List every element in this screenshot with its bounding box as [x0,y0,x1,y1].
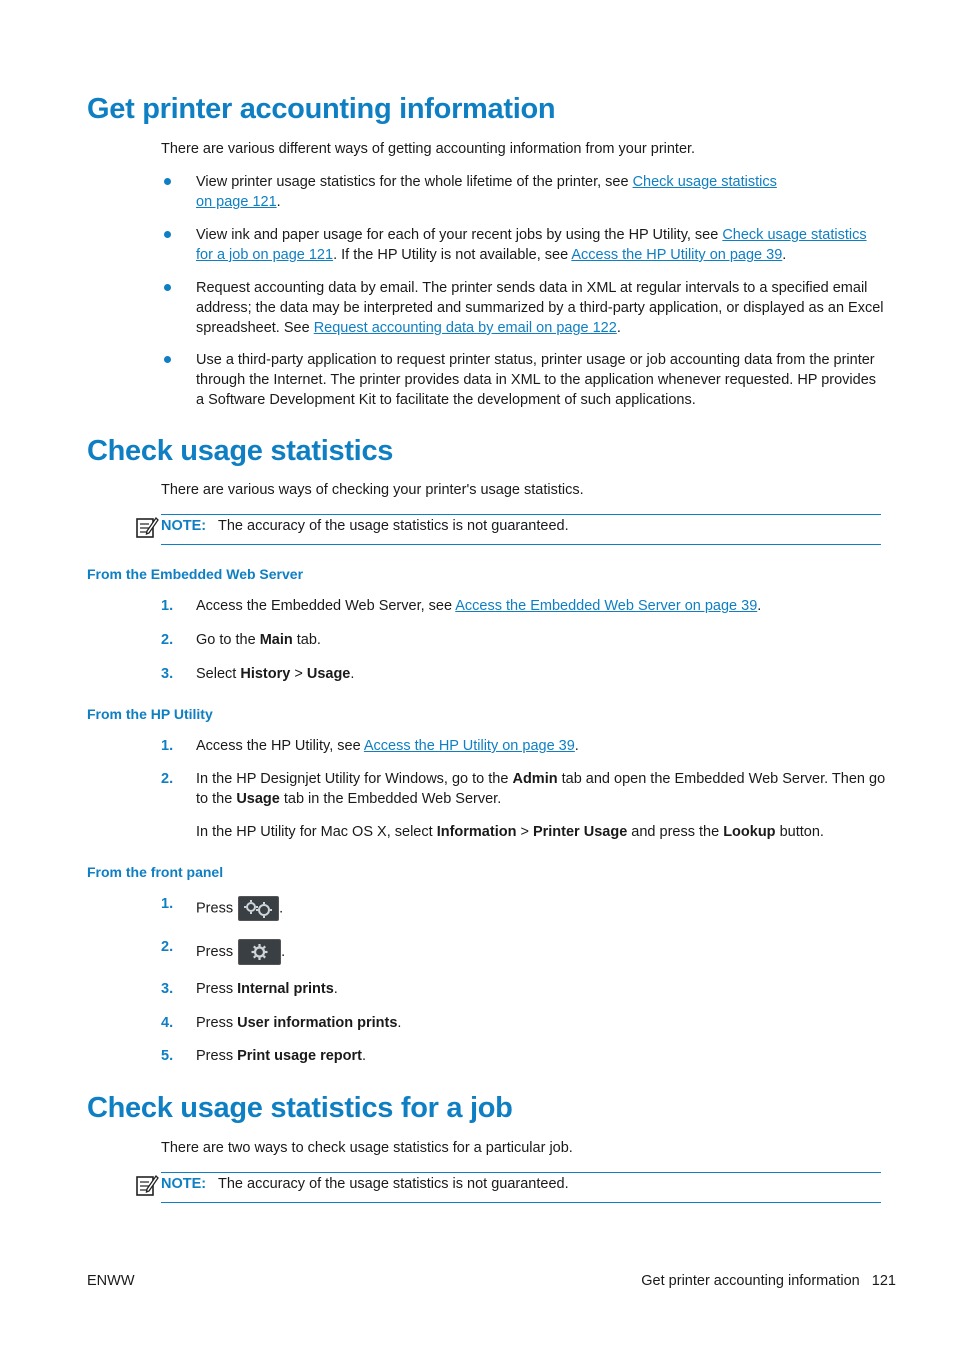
note-text: The accuracy of the usage statistics is not guaranteed. [218,518,569,534]
step-number: 5. [161,1048,174,1064]
bullet-item: Use a third-party application to request printer status, printer usage or job accounting data from the printer through the Internet. The printer provides data in XML to the application whenever requested. HP provides a Software Development Kit to facilitate the development of such applications. [196,352,877,408]
link-access-ews[interactable]: Access the Embedded Web Server on page 39 [455,598,758,614]
mac-instructions [196,822,886,842]
step-text [196,979,886,999]
step-text-pre: Go to the [196,632,260,648]
note-icon [135,515,159,539]
step-text-pre: Press [196,1015,238,1031]
section-title-usage: Check usage statistics [87,435,394,467]
step-text-post: . [281,943,286,960]
ui-term-printer-usage: Printer Usage [532,824,628,840]
step-text-pre: In the HP Designjet Utility for Windows, go to the [196,771,513,787]
page-number: 121 [871,1273,896,1289]
step-text-sep: > [290,666,307,682]
step-text [196,596,886,616]
settings-gears-glyph [239,897,278,920]
job-intro: There are two ways to check usage statistics for a particular job. [161,1140,573,1156]
step-text-pre: Press [196,943,234,960]
mac-text-pre: In the HP Utility for Mac OS X, select [196,824,437,840]
link-access-hp-utility[interactable]: Access the HP Utility on page 39 [571,247,783,263]
step-text [196,939,886,965]
footer-right [641,1271,896,1291]
step-text [196,1046,886,1066]
usage-intro: There are various ways of checking your printer's usage statistics. [161,482,584,498]
bullet-item [196,225,886,265]
bullet-dot [164,231,171,238]
footer-section-title: Get printer accounting information [641,1273,860,1289]
ui-term-print-usage-report: Print usage report [237,1048,362,1064]
bullet-text: View ink and paper usage for each of your recent jobs by using the HP Utility, see [196,227,723,243]
step-text-post: . [279,900,284,917]
section-title-job: Check usage statistics for a job [87,1092,513,1124]
settings-gears-icon[interactable] [238,896,279,921]
step-text [196,769,886,809]
step-number: 2. [161,632,174,648]
note-box [161,1172,881,1203]
ui-term-main: Main [259,632,293,648]
step-text-post: . [757,598,762,614]
accounting-intro: There are various different ways of getting accounting information from your printer. [161,141,696,157]
ui-term-user-information-prints: User information prints [237,1015,398,1031]
link-check-usage-statistics[interactable]: Check usage statistics on page 121 [196,174,777,210]
step-text-pre: Access the HP Utility, see [196,738,364,754]
step-text [196,630,886,650]
subheading-front-panel: From the front panel [87,864,224,880]
step-number: 1. [161,598,174,614]
ui-term-usage: Usage [306,666,351,682]
link-access-hp-utility[interactable]: Access the HP Utility on page 39 [363,738,575,754]
ui-term-information: Information [436,824,517,840]
bullet-text: View printer usage statistics for the whole lifetime of the printer, see [196,174,633,190]
mac-text-post: button. [775,824,824,840]
mac-text-mid: and press the [627,824,724,840]
step-text [196,664,886,684]
step-text-post: . [333,981,338,997]
step-text-post: . [350,666,355,682]
step-text-post: . [574,738,579,754]
subheading-ews: From the Embedded Web Server [87,566,304,582]
ui-term-internal-prints: Internal prints [237,981,334,997]
ui-term-admin: Admin [512,771,558,787]
gear-icon[interactable] [238,939,281,965]
step-number: 2. [161,939,174,955]
bullet-text-mid: . If the HP Utility is not available, see [333,247,572,263]
note-label: NOTE: [161,1176,207,1192]
ui-term-history: History [240,666,291,682]
bullet-dot [164,356,171,363]
step-text-pre: Select [196,666,241,682]
link-check-usage-job[interactable]: Check usage statistics for a job on page 121 [196,227,867,263]
bullet-text-end: . [616,320,621,336]
step-text-pre: Press [196,1048,238,1064]
step-text-pre: Press [196,900,234,917]
section-title-accounting: Get printer accounting information [87,93,556,125]
bullet-text-end: . [276,194,281,210]
ui-term-lookup: Lookup [723,824,776,840]
gear-glyph [239,940,280,964]
bullet-dot [164,178,171,185]
ui-term-usage: Usage [236,791,280,807]
step-text-post: tab. [292,632,321,648]
bullet-text: Request accounting data by email. The printer sends data in XML at regular intervals to a specified email address; the data may be interpreted and summarized by a third-party application, or displayed as an Excel spreadsheet. See [196,280,884,336]
step-text-post: . [361,1048,367,1064]
step-text [196,1013,886,1033]
step-text-pre: Press [196,981,238,997]
note-box [161,514,881,545]
step-text [196,736,886,756]
step-number: 3. [161,981,174,997]
bullet-dot [164,284,171,291]
step-text-post: tab in the Embedded Web Server. [279,791,502,807]
step-number: 1. [161,738,174,754]
step-number: 4. [161,1015,174,1031]
step-number: 2. [161,771,174,787]
step-number: 3. [161,666,174,682]
bullet-text-end: . [782,247,787,263]
step-text-post: . [397,1015,402,1031]
note-icon [135,1173,159,1197]
note-label: NOTE: [161,518,207,534]
link-request-accounting-data[interactable]: Request accounting data by email on page 122 [313,320,617,336]
footer-left: ENWW [87,1273,135,1289]
step-text-mid: tab and open the Embedded Web Server. Then go to the [196,771,886,807]
step-text-pre: Access the Embedded Web Server, see [196,598,456,614]
note-text: The accuracy of the usage statistics is not guaranteed. [218,1176,569,1192]
bullet-item [196,172,886,212]
subheading-hp-utility: From the HP Utility [87,706,213,722]
bullet-item [196,278,886,338]
step-number: 1. [161,896,174,912]
mac-text-sep: > [516,824,533,840]
step-text [196,896,886,921]
